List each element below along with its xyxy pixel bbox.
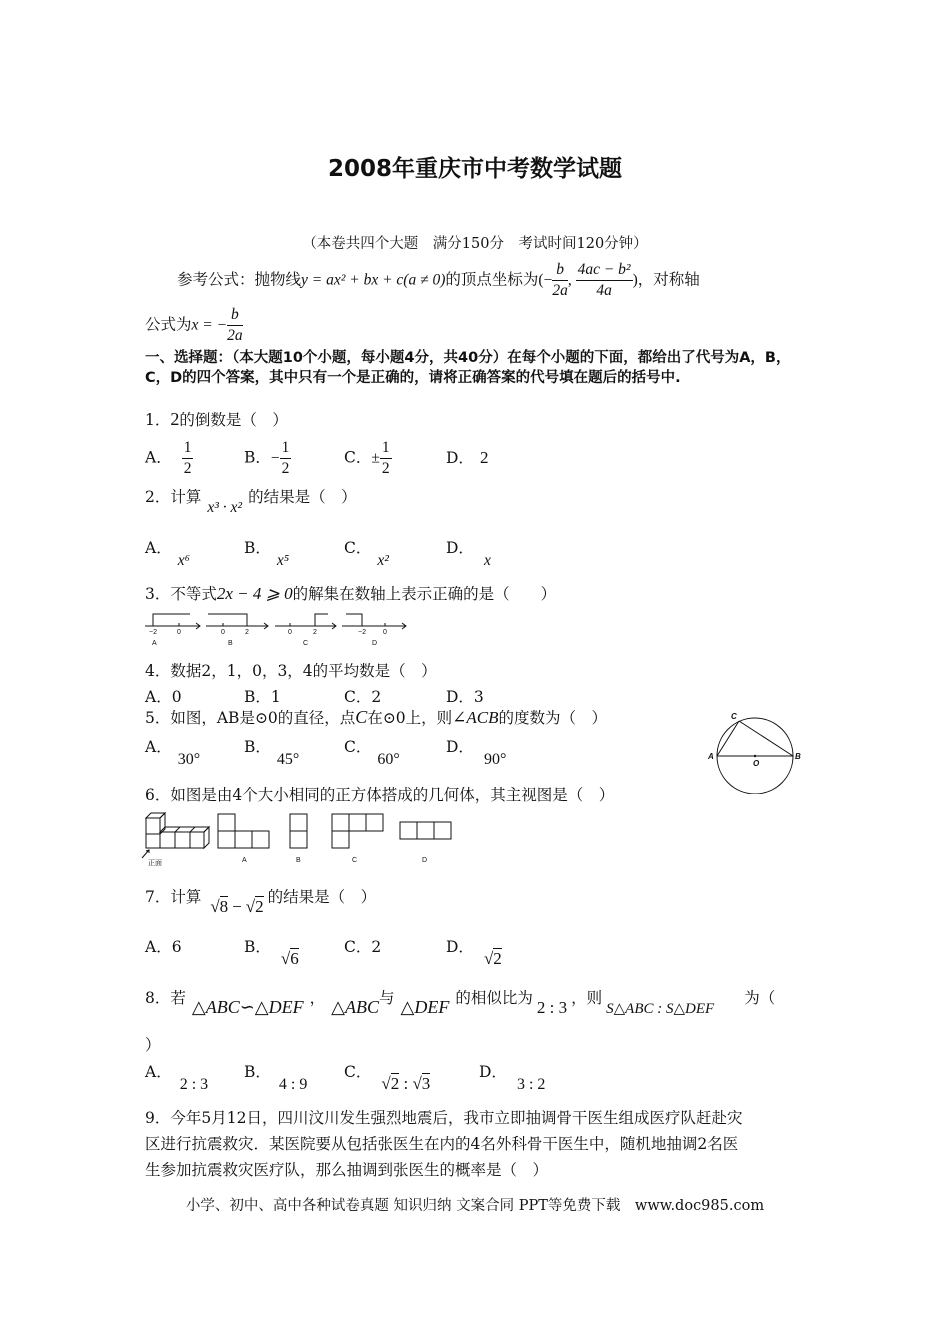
formula-tail: ，对称轴 — [637, 270, 700, 289]
axis-den: 2a — [227, 327, 243, 344]
q3-d-tick1: −2 — [358, 629, 366, 636]
q3-expr: 2x − 4 ⩾ 0 — [216, 584, 293, 603]
q4-option-d: D．3 — [446, 688, 484, 706]
q7-option-d: D．√2 — [446, 938, 502, 968]
section-heading: 一、选择题：（本大题10个小题，每小题4分，共40分）在每个小题的下面，都给出了代号为A，B，C，D的四个答案，其中只有一个是正确的，请将正确答案的代号填在题后的括号中. — [145, 350, 791, 386]
q4-option-c: C．2 — [344, 688, 382, 706]
axis-formula-line — [145, 305, 243, 346]
q3-label-c: C — [303, 640, 309, 647]
q1-text: 的倒数是（ ） — [179, 411, 288, 429]
q5-option-c: C．60° — [344, 738, 400, 768]
q1-stem — [145, 409, 288, 430]
q8-close-paren: ） — [145, 1036, 161, 1054]
q6-label-c: C — [352, 857, 358, 864]
vertex-y-num: 4ac − b² — [576, 260, 633, 281]
q7-option-a: A．6 — [145, 938, 182, 956]
q3-number-lines — [140, 606, 420, 648]
vertex-x-num: b — [552, 260, 568, 281]
q6-label-a: A — [242, 857, 247, 864]
axis-lhs: x = − — [191, 316, 228, 334]
vertex-y-den: 4a — [596, 282, 612, 299]
q3-b-tick2: 2 — [245, 629, 249, 636]
axis-prefix: 公式为 — [145, 315, 192, 334]
q4-option-a: A．0 — [145, 688, 182, 706]
q7-expr: √8 − √2 — [210, 897, 264, 916]
q3-c-tick1: 0 — [288, 629, 292, 636]
q9-line3: 生参加抗震救灾医疗队，那么抽调到张医生的概率是（ ） — [145, 1161, 549, 1179]
q2-option-b: B．x⁵ — [244, 539, 290, 569]
formula-line: 参考公式：抛物线y = ax² + bx + c(a ≠ 0)的顶点坐标为(− $\frac{b}{2a}$ , $\frac{\text{4ac − b²}}{4a}$ )，对称轴 — [177, 261, 700, 299]
q2-option-c: C．x² — [344, 539, 389, 569]
q3-stem: 3．不等式2x − 4 ⩾ 0的解集在数轴上表示正确的是（ ） — [145, 584, 557, 603]
vertex-x-den: 2a — [552, 282, 568, 299]
q7-option-b: B．√6 — [244, 938, 299, 968]
q8-option-a: A．2 : 3 — [145, 1063, 209, 1093]
q5-option-d: D．90° — [446, 738, 507, 768]
q6-label-b: B — [296, 857, 301, 864]
q3-a-tick2: 0 — [177, 629, 181, 636]
q3-b-tick1: 0 — [221, 629, 225, 636]
q1-option-a: A． $\frac{1}{2}$ — [145, 439, 192, 477]
q1-number: 1． — [145, 411, 171, 429]
q6-stem: 6．如图是由4个大小相同的正方体搭成的几何体，其主视图是（ ） — [145, 786, 615, 804]
q5-label-o: O — [753, 759, 760, 768]
q5-circle-figure — [703, 706, 803, 794]
q6-front-label: 正面 — [148, 860, 162, 867]
q2-stem: 2．计算x³ · x²的结果是（ ） — [145, 488, 357, 516]
q3-label-d: D — [372, 640, 378, 647]
q6-label-d: D — [422, 857, 428, 864]
q1-option-b: B．− $\frac{1}{2}$ — [244, 439, 290, 477]
q8-option-c: C．√2 : √3 — [344, 1063, 431, 1093]
q8-option-b: B．4 : 9 — [244, 1063, 308, 1093]
q1-expr: 2 — [170, 409, 180, 429]
q9-line1: 9．今年5月12日，四川汶川发生强烈地震后，我市立即抽调骨干医生组成医疗队赶赴灾 — [145, 1109, 743, 1127]
q5-option-a: A．30° — [145, 738, 201, 768]
q5-label-a: A — [708, 752, 714, 761]
q7-option-c: C．2 — [344, 938, 382, 956]
q2-option-d: D．x — [446, 539, 491, 569]
q5-label-b: B — [795, 752, 801, 761]
q1-option-d: D． 2 — [446, 448, 489, 467]
formula-mid: 的顶点坐标为 — [445, 270, 539, 289]
q8-stem-line1: 8．若 △ABC∽△DEF ， △ABC与 △DEF 的相似比为 2 : 3 ，则S△ABC : S△DEF为（ — [145, 989, 776, 1017]
q3-label-b: B — [228, 640, 233, 647]
formula-intro: 参考公式：抛物线 — [177, 270, 302, 289]
q6-figures — [140, 806, 460, 868]
q5-label-c: C — [731, 712, 737, 721]
q3-d-tick2: 0 — [383, 629, 387, 636]
q5-option-b: B．45° — [244, 738, 300, 768]
axis-num: b — [227, 305, 243, 326]
q1-option-c: C．± $\frac{1}{2}$ — [344, 439, 390, 477]
footer-ad: 小学、初中、高中各种试卷真题 知识归纳 文案合同 PPT等免费下载 www.doc985.com — [185, 1198, 765, 1214]
q4-option-b: B．1 — [244, 688, 281, 706]
q7-stem: 7．计算 √8 − √2 的结果是（ ） — [145, 888, 377, 916]
q2-option-a: A．x⁶ — [145, 539, 190, 569]
exam-info: （本卷共四个大题 满分150分 考试时间120分钟） — [302, 236, 648, 252]
q4-stem: 4．数据2，1，0，3，4的平均数是（ ） — [145, 662, 437, 680]
q3-a-tick1: −2 — [149, 629, 157, 636]
q5-stem: 5．如图，AB是⊙0的直径，点C在⊙0上，则∠ACB的度数为（ ） — [145, 707, 608, 727]
q9-line2: 区进行抗震救灾．某医院要从包括张医生在内的4名外科骨干医生中，随机地抽调2名医 — [145, 1135, 739, 1153]
q3-c-tick2: 2 — [313, 629, 317, 636]
q8-option-d: D．3 : 2 — [479, 1063, 546, 1093]
q3-label-a: A — [152, 640, 157, 647]
page-title: 2008年重庆市中考数学试题 — [327, 156, 622, 182]
formula-equation: y = ax² + bx + c(a ≠ 0) — [301, 271, 446, 289]
q2-expr: x³ · x² — [207, 499, 243, 516]
